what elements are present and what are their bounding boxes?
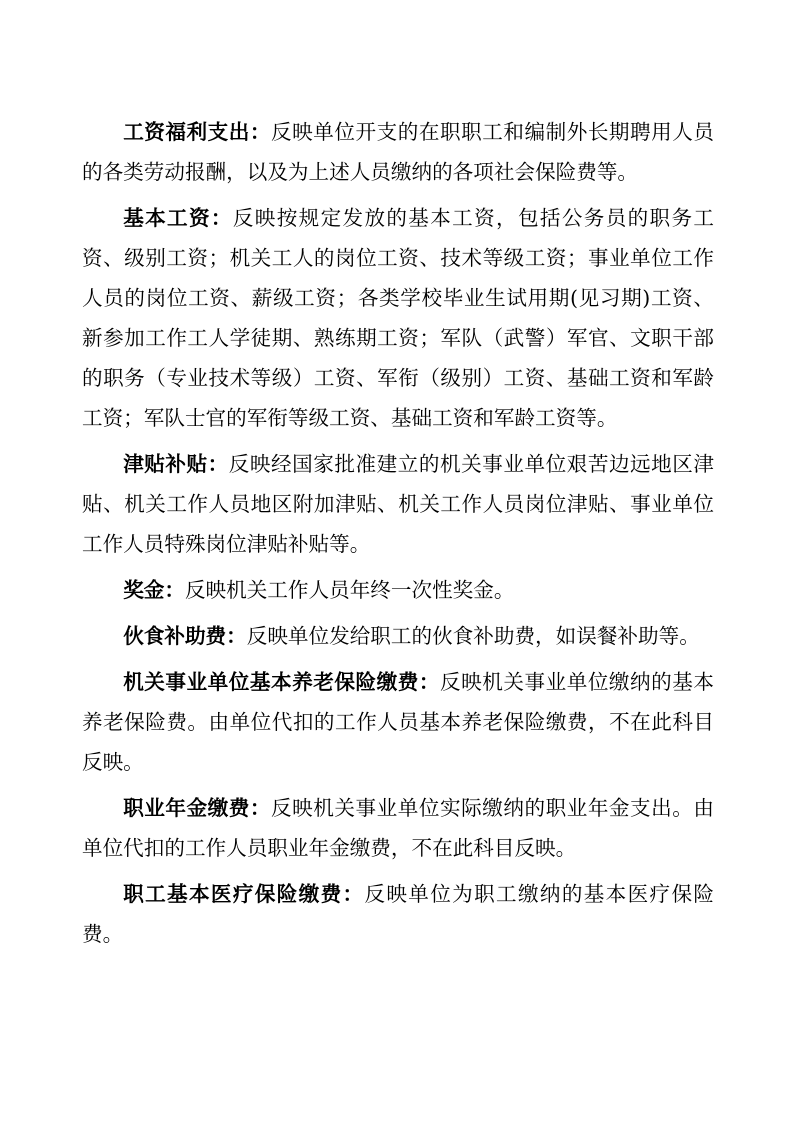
paragraph-basic-salary — [82, 198, 714, 438]
term-description: 反映单位发给职工的伙食补助费，如误餐补助等。 — [246, 624, 700, 648]
paragraph-meal-subsidy — [82, 616, 714, 656]
paragraph-wage-welfare — [82, 112, 714, 192]
term-heading: 基本工资： — [123, 206, 233, 230]
term-description: 反映单位为职工缴纳的基本医疗保险费。 — [82, 882, 715, 946]
term-description: 反映经国家批准建立的机关事业单位艰苦边远地区津贴、机关工作人员地区附加津贴、机关工作人员岗位津贴、事业单位工作人员特殊岗位津贴补贴等。 — [82, 452, 715, 556]
document-body — [82, 112, 714, 960]
paragraph-allowances — [82, 444, 714, 564]
term-heading: 职业年金缴费： — [123, 796, 272, 820]
term-heading: 津贴补贴： — [123, 452, 229, 476]
paragraph-pension-insurance — [82, 662, 714, 782]
paragraph-bonus — [82, 570, 714, 610]
term-heading: 奖金： — [123, 578, 185, 602]
term-description: 反映单位开支的在职职工和编制外长期聘用人员的各类劳动报酬，以及为上述人员缴纳的各项社会保险费等。 — [82, 120, 715, 184]
term-description: 反映机关工作人员年终一次性奖金。 — [184, 578, 515, 602]
term-description: 反映按规定发放的基本工资，包括公务员的职务工资、级别工资；机关工人的岗位工资、技术等级工资；事业单位工作人员的岗位工资、薪级工资；各类学校毕业生试用期(见习期)工资、新参加工作工人学徒期、熟练期工资；军队（武警）军官、文职干部的职务（专业技术等级）工资、军衔（级别）工资、基础工资和军龄工资；军队士官的军衔等级工资、基础工资和军龄工资等。 — [82, 206, 715, 430]
term-heading: 伙食补助费： — [123, 624, 247, 648]
paragraph-occupational-annuity — [82, 788, 714, 868]
term-description: 反映机关事业单位实际缴纳的职业年金支出。由单位代扣的工作人员职业年金缴费，不在此科目反映。 — [82, 796, 715, 860]
paragraph-medical-insurance — [82, 874, 714, 954]
term-description: 反映机关事业单位缴纳的基本养老保险费。由单位代扣的工作人员基本养老保险缴费，不在此科目反映。 — [82, 670, 715, 774]
term-heading: 职工基本医疗保险缴费： — [123, 882, 365, 906]
term-heading: 工资福利支出： — [123, 120, 272, 144]
term-heading: 机关事业单位基本养老保险缴费： — [123, 670, 440, 694]
